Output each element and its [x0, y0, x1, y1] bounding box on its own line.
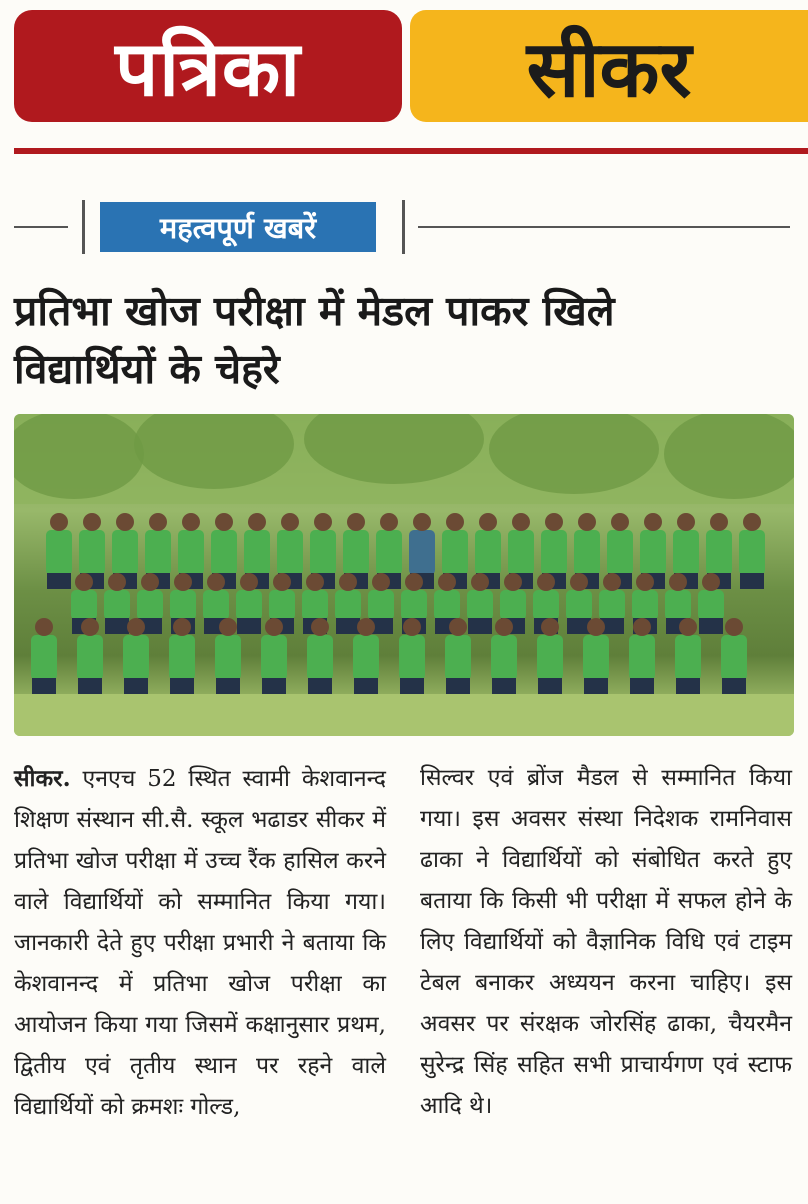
- section-rule-left: [14, 226, 68, 228]
- person-head: [83, 513, 101, 531]
- person-head: [603, 573, 621, 591]
- person-trousers: [336, 618, 360, 634]
- article-column-2: [420, 758, 792, 1127]
- person-head: [240, 573, 258, 591]
- person-body: [244, 530, 270, 575]
- person-head: [108, 573, 126, 591]
- person-body: [640, 530, 666, 575]
- person-head: [702, 573, 720, 591]
- person-body: [698, 590, 724, 620]
- article-headline: [14, 282, 794, 398]
- person-trousers: [237, 618, 261, 634]
- person-body: [79, 530, 105, 575]
- person-body: [583, 635, 609, 680]
- person-head: [636, 573, 654, 591]
- person-body: [353, 635, 379, 680]
- person-head: [357, 618, 375, 636]
- person-body: [307, 635, 333, 680]
- person-head: [725, 618, 743, 636]
- headline-line-2: विद्यार्थियों के चेहरे: [14, 345, 280, 393]
- person-body: [566, 590, 592, 620]
- article-column-2-text: सिल्वर एवं ब्रोंज मैडल से सम्मानित किया गया। इस अवसर संस्था निदेशक रामनिवास ढाका ने विद्यार्थियों को संबोधित करते हुए बताया कि किसी भी परीक्षा में सफल होने के लिए विद्यार्थियों को वैज्ञानिक विधि एवं टाइम टेबल बनाकर अध्ययन करना चाहिए। इस अवसर पर संरक्षक जोरसिंह ढाका, चैयरमैन सुरेन्द्र सिंह सहित सभी प्राचार्यगण एवं स्टाफ आदि थे।: [420, 765, 792, 1119]
- person-body: [169, 635, 195, 680]
- person-body: [368, 590, 394, 620]
- person-head: [504, 573, 522, 591]
- person-head: [314, 513, 332, 531]
- person-body: [632, 590, 658, 620]
- person-trousers: [740, 573, 764, 589]
- person-head: [479, 513, 497, 531]
- group-photo-illustration: [14, 414, 794, 736]
- person-trousers: [78, 678, 102, 694]
- person-body: [215, 635, 241, 680]
- person-head: [75, 573, 93, 591]
- masthead: [14, 10, 808, 126]
- person-head: [537, 573, 555, 591]
- person-body: [145, 530, 171, 575]
- person-trousers: [170, 678, 194, 694]
- person-head: [633, 618, 651, 636]
- person-head: [438, 573, 456, 591]
- section-tag: महत्वपूर्ण खबरें: [100, 202, 376, 252]
- person-body: [491, 635, 517, 680]
- person-head: [215, 513, 233, 531]
- person-head: [207, 573, 225, 591]
- person-head: [116, 513, 134, 531]
- person-body: [277, 530, 303, 575]
- person-body: [310, 530, 336, 575]
- person-head: [446, 513, 464, 531]
- city-banner: [410, 10, 808, 122]
- lawn: [14, 694, 794, 736]
- person-head: [380, 513, 398, 531]
- brand-name: पत्रिका: [115, 23, 301, 113]
- person-body: [401, 590, 427, 620]
- person-trousers: [630, 678, 654, 694]
- person-head: [512, 513, 530, 531]
- person-body: [31, 635, 57, 680]
- person-trousers: [676, 678, 700, 694]
- person-head: [611, 513, 629, 531]
- person-body: [399, 635, 425, 680]
- section-bar-left: [82, 200, 85, 254]
- article-column-1-text: एनएच 52 स्थित स्वामी केशवानन्द शिक्षण संस्थान सी.सै. स्कूल भढाडर सीकर में प्रतिभा खोज परीक्षा में उच्च रैंक हासिल करने वाले विद्यार्थियों को सम्मानित किया गया। जानकारी देते हुए परीक्षा प्रभारी ने बताया कि केशवानन्द में प्रतिभा खोज परीक्षा का आयोजन किया गया जिसमें कक्षानुसार प्रथम, द्वितीय एवं तृतीय स्थान पर रहने वाले विद्यार्थियों को क्रमशः गोल्ड,: [14, 766, 386, 1120]
- person-head: [587, 618, 605, 636]
- person-body: [343, 530, 369, 575]
- person-body: [445, 635, 471, 680]
- person-body: [123, 635, 149, 680]
- person-head: [248, 513, 266, 531]
- person-body: [574, 530, 600, 575]
- person-head: [127, 618, 145, 636]
- person-head: [81, 618, 99, 636]
- person-head: [219, 618, 237, 636]
- person-body: [673, 530, 699, 575]
- person-body: [137, 590, 163, 620]
- person-body: [434, 590, 460, 620]
- person-head: [743, 513, 761, 531]
- person-head: [570, 573, 588, 591]
- person-trousers: [47, 573, 71, 589]
- person-head: [669, 573, 687, 591]
- person-head: [644, 513, 662, 531]
- section-bar-right: [402, 200, 405, 254]
- person-head: [471, 573, 489, 591]
- section-header: [14, 198, 808, 256]
- person-head: [413, 513, 431, 531]
- person-trousers: [262, 678, 286, 694]
- person-body: [236, 590, 262, 620]
- person-body: [77, 635, 103, 680]
- person-head: [541, 618, 559, 636]
- person-head: [403, 618, 421, 636]
- person-body: [376, 530, 402, 575]
- person-body: [46, 530, 72, 575]
- person-trousers: [722, 678, 746, 694]
- person-head: [372, 573, 390, 591]
- headline-line-1: प्रतिभा खोज परीक्षा में मेडल पाकर खिले: [14, 287, 615, 335]
- person-head: [677, 513, 695, 531]
- person-trousers: [584, 678, 608, 694]
- section-rule-right: [418, 226, 790, 228]
- person-trousers: [538, 678, 562, 694]
- person-head: [141, 573, 159, 591]
- person-body: [104, 590, 130, 620]
- person-head: [679, 618, 697, 636]
- person-body: [533, 590, 559, 620]
- person-trousers: [32, 678, 56, 694]
- person-body: [178, 530, 204, 575]
- person-body: [500, 590, 526, 620]
- person-body: [607, 530, 633, 575]
- person-head: [173, 618, 191, 636]
- person-head: [339, 573, 357, 591]
- person-head: [35, 618, 53, 636]
- person-head: [449, 618, 467, 636]
- person-body: [170, 590, 196, 620]
- person-body: [599, 590, 625, 620]
- person-body: [721, 635, 747, 680]
- person-body: [675, 635, 701, 680]
- person-head: [347, 513, 365, 531]
- brand-logo: [14, 10, 402, 122]
- city-name: सीकर: [526, 25, 692, 115]
- person-trousers: [468, 618, 492, 634]
- person-body: [112, 530, 138, 575]
- person-body: [211, 530, 237, 575]
- person-head: [495, 618, 513, 636]
- person-trousers: [400, 678, 424, 694]
- person-head: [273, 573, 291, 591]
- person-body: [269, 590, 295, 620]
- person-body: [537, 635, 563, 680]
- person-head: [182, 513, 200, 531]
- person-trousers: [216, 678, 240, 694]
- person-head: [311, 618, 329, 636]
- person-head: [306, 573, 324, 591]
- person-trousers: [446, 678, 470, 694]
- person-body: [302, 590, 328, 620]
- person-body: [739, 530, 765, 575]
- person-body: [71, 590, 97, 620]
- person-head: [405, 573, 423, 591]
- person-body: [706, 530, 732, 575]
- masthead-divider: [14, 148, 808, 154]
- person-trousers: [124, 678, 148, 694]
- person-body: [442, 530, 468, 575]
- person-body: [203, 590, 229, 620]
- person-trousers: [492, 678, 516, 694]
- person-body: [508, 530, 534, 575]
- person-head: [50, 513, 68, 531]
- person-head: [281, 513, 299, 531]
- person-body: [665, 590, 691, 620]
- person-trousers: [105, 618, 129, 634]
- article-dateline: सीकर.: [14, 765, 71, 792]
- person-body: [467, 590, 493, 620]
- person-body: [261, 635, 287, 680]
- person-head: [578, 513, 596, 531]
- person-head: [174, 573, 192, 591]
- group-photo: [14, 414, 794, 736]
- article-column-1: [14, 758, 386, 1128]
- person-head: [149, 513, 167, 531]
- person-head: [265, 618, 283, 636]
- person-trousers: [354, 678, 378, 694]
- person-head: [710, 513, 728, 531]
- person-trousers: [699, 618, 723, 634]
- person-body: [335, 590, 361, 620]
- person-body: [541, 530, 567, 575]
- person-trousers: [308, 678, 332, 694]
- person-body: [409, 530, 435, 575]
- person-head: [545, 513, 563, 531]
- person-body: [629, 635, 655, 680]
- person-body: [475, 530, 501, 575]
